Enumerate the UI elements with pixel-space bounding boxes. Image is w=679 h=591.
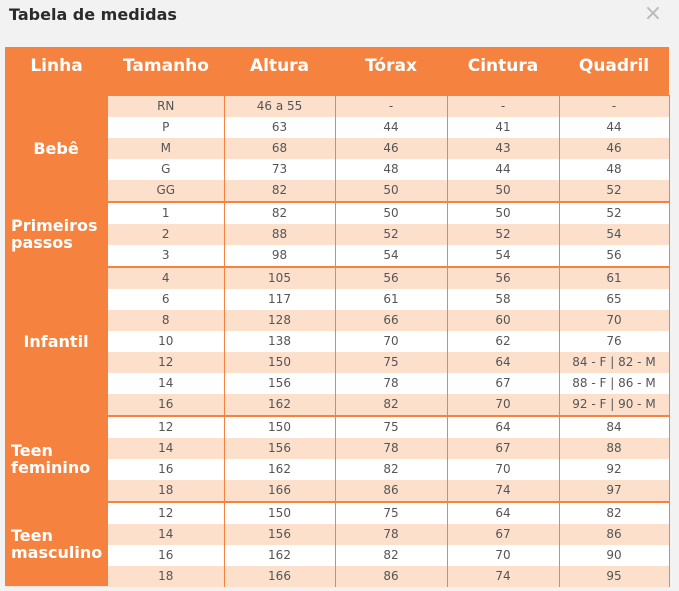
table-cell: 65 bbox=[559, 289, 669, 310]
header-cintura: Cintura bbox=[447, 47, 559, 95]
table-cell: 75 bbox=[335, 352, 447, 373]
table-cell: 90 bbox=[559, 545, 669, 566]
table-cell: 61 bbox=[335, 289, 447, 310]
table-cell: 95 bbox=[559, 566, 669, 587]
table-cell: - bbox=[447, 95, 559, 117]
table-cell: 70 bbox=[335, 331, 447, 352]
table-cell: 166 bbox=[224, 566, 335, 587]
table-cell: 56 bbox=[559, 245, 669, 267]
table-cell: 6 bbox=[108, 289, 224, 310]
table-cell: 18 bbox=[108, 566, 224, 587]
table-cell: 75 bbox=[335, 416, 447, 438]
table-row bbox=[5, 95, 669, 117]
table-cell: 138 bbox=[224, 331, 335, 352]
table-cell: 18 bbox=[108, 480, 224, 502]
header-torax: Tórax bbox=[335, 47, 447, 95]
table-cell: 58 bbox=[447, 289, 559, 310]
header-tamanho: Tamanho bbox=[108, 47, 224, 95]
table-cell: 67 bbox=[447, 373, 559, 394]
table-cell: 82 bbox=[335, 394, 447, 416]
table-row bbox=[5, 202, 669, 224]
header-linha: Linha bbox=[5, 47, 108, 95]
table-cell: 162 bbox=[224, 394, 335, 416]
modal-title: Tabela de medidas bbox=[9, 5, 177, 24]
table-cell: 64 bbox=[447, 352, 559, 373]
header-quadril: Quadril bbox=[559, 47, 669, 95]
size-chart-table bbox=[5, 47, 670, 587]
group-label-line: feminino bbox=[11, 457, 91, 477]
table-cell: 84 bbox=[559, 416, 669, 438]
table-header-row bbox=[5, 47, 669, 95]
table-cell: 2 bbox=[108, 224, 224, 245]
table-row bbox=[5, 267, 669, 289]
header-altura: Altura bbox=[224, 47, 335, 95]
table-cell: - bbox=[559, 95, 669, 117]
group-label bbox=[5, 95, 108, 202]
table-cell: 14 bbox=[108, 438, 224, 459]
table-cell: 41 bbox=[447, 117, 559, 138]
table-cell: 56 bbox=[335, 267, 447, 289]
table-cell: 50 bbox=[447, 180, 559, 202]
table-cell: 52 bbox=[559, 202, 669, 224]
table-cell: P bbox=[108, 117, 224, 138]
table-cell: 43 bbox=[447, 138, 559, 159]
table-cell: 82 bbox=[335, 545, 447, 566]
table-cell: G bbox=[108, 159, 224, 180]
table-cell: 14 bbox=[108, 524, 224, 545]
table-cell: 88 - F | 86 - M bbox=[559, 373, 669, 394]
table-cell: 92 bbox=[559, 459, 669, 480]
table-cell: 44 bbox=[335, 117, 447, 138]
group-label-line: Primeiros bbox=[11, 216, 98, 235]
table-cell: 60 bbox=[447, 310, 559, 331]
table-cell: 78 bbox=[335, 438, 447, 459]
table-row bbox=[5, 502, 669, 524]
table-cell: 52 bbox=[335, 224, 447, 245]
table-cell: RN bbox=[108, 95, 224, 117]
table-cell: 14 bbox=[108, 373, 224, 394]
table-cell: 12 bbox=[108, 352, 224, 373]
table-cell: 150 bbox=[224, 502, 335, 524]
table-cell: 86 bbox=[335, 566, 447, 587]
table-cell: 44 bbox=[559, 117, 669, 138]
table-cell: GG bbox=[108, 180, 224, 202]
table-cell: 166 bbox=[224, 480, 335, 502]
group-label-line: Teen bbox=[11, 526, 53, 546]
table-cell: 68 bbox=[224, 138, 335, 159]
table-cell: 64 bbox=[447, 416, 559, 438]
table-cell: 56 bbox=[447, 267, 559, 289]
table-cell: 70 bbox=[447, 545, 559, 566]
table-cell: 70 bbox=[447, 459, 559, 480]
table-cell: 156 bbox=[224, 524, 335, 545]
table-cell: 12 bbox=[108, 416, 224, 438]
group-label bbox=[5, 502, 108, 587]
table-cell: 162 bbox=[224, 459, 335, 480]
table-cell: 67 bbox=[447, 438, 559, 459]
table-cell: 46 a 55 bbox=[224, 95, 335, 117]
table-cell: 70 bbox=[559, 310, 669, 331]
group-label-line: passos bbox=[11, 233, 73, 252]
table-cell: 78 bbox=[335, 524, 447, 545]
close-icon[interactable]: × bbox=[643, 1, 663, 26]
table-cell: 64 bbox=[447, 502, 559, 524]
table-cell: 86 bbox=[335, 480, 447, 502]
table-cell: 74 bbox=[447, 566, 559, 587]
group-label bbox=[5, 267, 108, 416]
group-label-line: masculino bbox=[11, 543, 103, 563]
table-cell: 88 bbox=[559, 438, 669, 459]
table-cell: 117 bbox=[224, 289, 335, 310]
table-cell: 73 bbox=[224, 159, 335, 180]
table-cell: 98 bbox=[224, 245, 335, 267]
table-cell: 3 bbox=[108, 245, 224, 267]
table-cell: 62 bbox=[447, 331, 559, 352]
table-cell: 105 bbox=[224, 267, 335, 289]
group-label bbox=[5, 416, 108, 502]
table-cell: 67 bbox=[447, 524, 559, 545]
size-chart-table-container bbox=[5, 47, 669, 584]
table-cell: 162 bbox=[224, 545, 335, 566]
table-cell: 54 bbox=[335, 245, 447, 267]
table-cell: 52 bbox=[447, 224, 559, 245]
table-cell: M bbox=[108, 138, 224, 159]
table-cell: 70 bbox=[447, 394, 559, 416]
table-cell: 16 bbox=[108, 459, 224, 480]
table-cell: - bbox=[335, 95, 447, 117]
table-cell: 75 bbox=[335, 502, 447, 524]
table-cell: 82 bbox=[224, 202, 335, 224]
group-label-line: Infantil bbox=[23, 331, 89, 351]
table-cell: 48 bbox=[335, 159, 447, 180]
table-cell: 54 bbox=[447, 245, 559, 267]
table-cell: 12 bbox=[108, 502, 224, 524]
table-cell: 16 bbox=[108, 394, 224, 416]
table-cell: 84 - F | 82 - M bbox=[559, 352, 669, 373]
table-cell: 92 - F | 90 - M bbox=[559, 394, 669, 416]
modal-header bbox=[0, 0, 679, 40]
table-cell: 82 bbox=[559, 502, 669, 524]
table-cell: 74 bbox=[447, 480, 559, 502]
table-cell: 78 bbox=[335, 373, 447, 394]
table-cell: 50 bbox=[447, 202, 559, 224]
table-cell: 156 bbox=[224, 373, 335, 394]
table-cell: 128 bbox=[224, 310, 335, 331]
table-cell: 46 bbox=[335, 138, 447, 159]
table-cell: 52 bbox=[559, 180, 669, 202]
table-cell: 88 bbox=[224, 224, 335, 245]
table-cell: 63 bbox=[224, 117, 335, 138]
table-cell: 8 bbox=[108, 310, 224, 331]
table-body bbox=[5, 95, 669, 587]
group-label-line: Bebê bbox=[33, 138, 79, 158]
table-row bbox=[5, 416, 669, 438]
table-cell: 1 bbox=[108, 202, 224, 224]
table-cell: 61 bbox=[559, 267, 669, 289]
table-cell: 50 bbox=[335, 202, 447, 224]
table-cell: 16 bbox=[108, 545, 224, 566]
table-cell: 150 bbox=[224, 416, 335, 438]
table-cell: 50 bbox=[335, 180, 447, 202]
table-cell: 150 bbox=[224, 352, 335, 373]
table-cell: 97 bbox=[559, 480, 669, 502]
table-cell: 10 bbox=[108, 331, 224, 352]
table-cell: 82 bbox=[335, 459, 447, 480]
table-cell: 46 bbox=[559, 138, 669, 159]
table-cell: 66 bbox=[335, 310, 447, 331]
table-cell: 82 bbox=[224, 180, 335, 202]
table-cell: 44 bbox=[447, 159, 559, 180]
table-cell: 54 bbox=[559, 224, 669, 245]
group-label-line: Teen bbox=[11, 440, 53, 460]
table-cell: 156 bbox=[224, 438, 335, 459]
group-label bbox=[5, 202, 108, 267]
table-cell: 76 bbox=[559, 331, 669, 352]
table-cell: 48 bbox=[559, 159, 669, 180]
table-cell: 86 bbox=[559, 524, 669, 545]
table-cell: 4 bbox=[108, 267, 224, 289]
